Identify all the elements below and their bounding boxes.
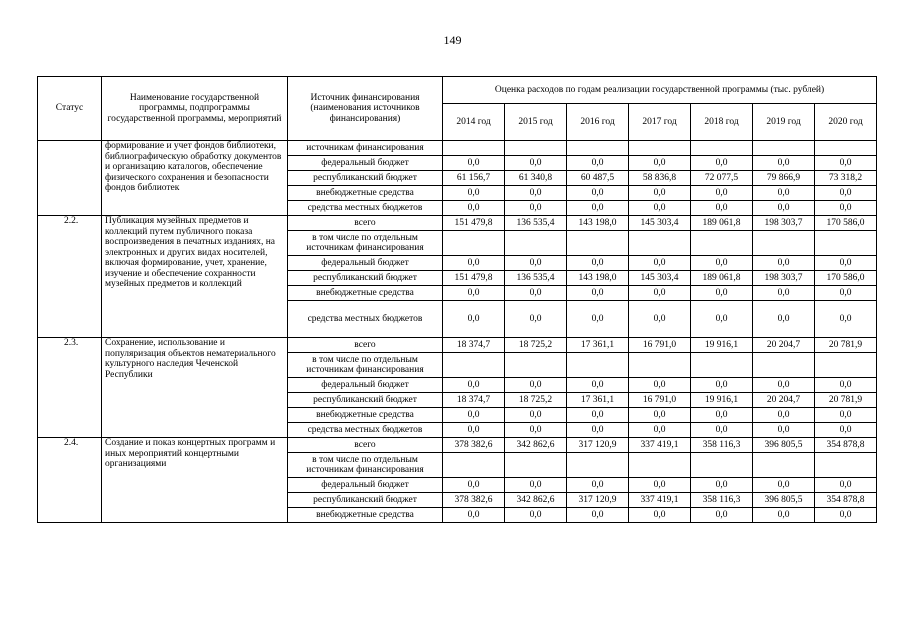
amount-cell: 0,0	[567, 423, 629, 438]
amount-cell: 0,0	[815, 156, 877, 171]
amount-cell: 145 303,4	[629, 271, 691, 286]
amount-cell: 16 791,0	[629, 338, 691, 353]
amount-cell: 151 479,8	[443, 271, 505, 286]
amount-cell: 0,0	[691, 286, 753, 301]
funding-source-cell: федеральный бюджет	[288, 478, 443, 493]
amount-cell: 143 198,0	[567, 216, 629, 231]
amount-cell: 189 061,8	[691, 271, 753, 286]
amount-cell	[753, 141, 815, 156]
amount-cell: 19 916,1	[691, 393, 753, 408]
amount-cell: 0,0	[505, 508, 567, 523]
amount-cell: 151 479,8	[443, 216, 505, 231]
amount-cell	[691, 353, 753, 378]
amount-cell: 0,0	[443, 256, 505, 271]
amount-cell: 0,0	[815, 378, 877, 393]
amount-cell: 0,0	[691, 478, 753, 493]
table-row	[38, 216, 877, 231]
amount-cell: 0,0	[567, 301, 629, 338]
amount-cell: 0,0	[629, 286, 691, 301]
funding-source-cell: в том числе по отдельным источникам финансирования	[288, 231, 443, 256]
amount-cell: 0,0	[753, 256, 815, 271]
amount-cell: 317 120,9	[567, 493, 629, 508]
amount-cell: 396 805,5	[753, 493, 815, 508]
amount-cell: 337 419,1	[629, 493, 691, 508]
header-source: Источник финансирования (наименования источников финансирования)	[288, 77, 443, 141]
funding-source-cell: внебюджетные средства	[288, 508, 443, 523]
amount-cell: 60 487,5	[567, 171, 629, 186]
amount-cell: 342 862,6	[505, 493, 567, 508]
funding-source-cell: всего	[288, 438, 443, 453]
amount-cell: 18 725,2	[505, 338, 567, 353]
amount-cell: 0,0	[815, 478, 877, 493]
amount-cell: 0,0	[443, 286, 505, 301]
amount-cell: 0,0	[691, 186, 753, 201]
amount-cell: 0,0	[443, 423, 505, 438]
amount-cell: 170 586,0	[815, 271, 877, 286]
amount-cell	[629, 231, 691, 256]
funding-source-cell: федеральный бюджет	[288, 256, 443, 271]
amount-cell: 143 198,0	[567, 271, 629, 286]
amount-cell: 378 382,6	[443, 438, 505, 453]
amount-cell: 189 061,8	[691, 216, 753, 231]
amount-cell	[505, 353, 567, 378]
amount-cell: 198 303,7	[753, 216, 815, 231]
amount-cell: 0,0	[691, 301, 753, 338]
amount-cell: 0,0	[629, 186, 691, 201]
amount-cell: 0,0	[567, 286, 629, 301]
amount-cell: 0,0	[443, 186, 505, 201]
amount-cell: 0,0	[629, 201, 691, 216]
amount-cell: 20 781,9	[815, 338, 877, 353]
amount-cell: 0,0	[505, 156, 567, 171]
amount-cell: 0,0	[753, 508, 815, 523]
amount-cell: 19 916,1	[691, 338, 753, 353]
amount-cell: 337 419,1	[629, 438, 691, 453]
funding-source-cell: средства местных бюджетов	[288, 423, 443, 438]
amount-cell: 170 586,0	[815, 216, 877, 231]
amount-cell: 0,0	[567, 478, 629, 493]
header-year: 2017 год	[629, 104, 691, 141]
amount-cell: 0,0	[629, 156, 691, 171]
amount-cell	[443, 353, 505, 378]
funding-source-cell: всего	[288, 338, 443, 353]
amount-cell	[815, 231, 877, 256]
amount-cell: 0,0	[753, 286, 815, 301]
table-row	[38, 141, 877, 156]
header-year: 2014 год	[443, 104, 505, 141]
amount-cell: 342 862,6	[505, 438, 567, 453]
amount-cell: 354 878,8	[815, 493, 877, 508]
amount-cell	[691, 141, 753, 156]
amount-cell: 0,0	[505, 423, 567, 438]
amount-cell: 0,0	[815, 286, 877, 301]
amount-cell: 72 077,5	[691, 171, 753, 186]
table-row	[38, 338, 877, 353]
amount-cell: 0,0	[691, 201, 753, 216]
amount-cell	[815, 353, 877, 378]
amount-cell	[443, 231, 505, 256]
amount-cell: 396 805,5	[753, 438, 815, 453]
amount-cell: 0,0	[567, 256, 629, 271]
amount-cell: 0,0	[505, 378, 567, 393]
amount-cell: 18 725,2	[505, 393, 567, 408]
amount-cell	[567, 231, 629, 256]
amount-cell: 0,0	[505, 286, 567, 301]
status-cell	[38, 141, 102, 216]
amount-cell: 0,0	[815, 186, 877, 201]
amount-cell: 17 361,1	[567, 338, 629, 353]
status-cell: 2.3.	[38, 338, 102, 438]
amount-cell: 0,0	[629, 408, 691, 423]
header-name: Наименование государственной программы, подпрограммы государственной программы, мероприятий	[102, 77, 288, 141]
amount-cell: 0,0	[567, 201, 629, 216]
amount-cell: 0,0	[815, 301, 877, 338]
funding-source-cell: федеральный бюджет	[288, 156, 443, 171]
amount-cell: 0,0	[443, 201, 505, 216]
amount-cell: 16 791,0	[629, 393, 691, 408]
amount-cell: 0,0	[505, 408, 567, 423]
amount-cell	[505, 141, 567, 156]
amount-cell: 198 303,7	[753, 271, 815, 286]
program-name-cell: Сохранение, использование и популяризация объектов нематериального культурного наследия Чеченской Республики	[102, 338, 288, 438]
amount-cell: 0,0	[629, 256, 691, 271]
amount-cell: 0,0	[753, 186, 815, 201]
table-row	[38, 438, 877, 453]
funding-source-cell: источникам финансирования	[288, 141, 443, 156]
header-year: 2018 год	[691, 104, 753, 141]
amount-cell: 20 204,7	[753, 338, 815, 353]
amount-cell: 0,0	[691, 423, 753, 438]
program-name-cell: Создание и показ концертных программ и иных мероприятий концертными организациями	[102, 438, 288, 523]
header-year: 2020 год	[815, 104, 877, 141]
amount-cell: 0,0	[753, 301, 815, 338]
amount-cell: 358 116,3	[691, 438, 753, 453]
amount-cell: 145 303,4	[629, 216, 691, 231]
amount-cell: 0,0	[443, 301, 505, 338]
amount-cell: 0,0	[753, 408, 815, 423]
funding-source-cell: в том числе по отдельным источникам финансирования	[288, 353, 443, 378]
amount-cell: 0,0	[753, 378, 815, 393]
amount-cell	[629, 453, 691, 478]
amount-cell: 0,0	[567, 378, 629, 393]
amount-cell: 0,0	[691, 508, 753, 523]
amount-cell: 17 361,1	[567, 393, 629, 408]
amount-cell: 0,0	[629, 423, 691, 438]
amount-cell	[691, 231, 753, 256]
amount-cell: 317 120,9	[567, 438, 629, 453]
amount-cell: 18 374,7	[443, 338, 505, 353]
amount-cell: 0,0	[753, 478, 815, 493]
amount-cell	[443, 453, 505, 478]
funding-source-cell: внебюджетные средства	[288, 286, 443, 301]
amount-cell: 0,0	[815, 423, 877, 438]
amount-cell	[567, 141, 629, 156]
funding-source-cell: средства местных бюджетов	[288, 201, 443, 216]
amount-cell	[691, 453, 753, 478]
amount-cell: 0,0	[505, 256, 567, 271]
program-name-cell: Публикация музейных предметов и коллекций путем публичного показа воспроизведения в печатных изданиях, на электронных и других видах носителей, включая формирование, учет, хранение, изучение и обеспечение сохранности музейных предметов и коллекций	[102, 216, 288, 338]
header-status: Статус	[38, 77, 102, 141]
program-name-cell: формирование и учет фондов библиотеки, библиографическую обработку документов и организацию каталогов, обеспечение физического сохранения и безопасности фондов библиотек	[102, 141, 288, 216]
header-year: 2019 год	[753, 104, 815, 141]
amount-cell	[629, 141, 691, 156]
amount-cell	[753, 353, 815, 378]
amount-cell: 0,0	[629, 378, 691, 393]
amount-cell: 0,0	[753, 156, 815, 171]
amount-cell: 358 116,3	[691, 493, 753, 508]
page-number: 149	[443, 33, 462, 47]
amount-cell: 0,0	[567, 508, 629, 523]
amount-cell	[443, 141, 505, 156]
amount-cell: 378 382,6	[443, 493, 505, 508]
amount-cell: 0,0	[815, 256, 877, 271]
amount-cell: 0,0	[629, 301, 691, 338]
amount-cell: 0,0	[629, 478, 691, 493]
status-cell: 2.2.	[38, 216, 102, 338]
amount-cell: 0,0	[815, 408, 877, 423]
amount-cell: 0,0	[815, 201, 877, 216]
amount-cell: 0,0	[505, 478, 567, 493]
amount-cell: 20 204,7	[753, 393, 815, 408]
amount-cell: 0,0	[753, 423, 815, 438]
status-cell: 2.4.	[38, 438, 102, 523]
amount-cell: 136 535,4	[505, 271, 567, 286]
funding-source-cell: республиканский бюджет	[288, 171, 443, 186]
funding-source-cell: республиканский бюджет	[288, 393, 443, 408]
amount-cell	[753, 453, 815, 478]
funding-source-cell: республиканский бюджет	[288, 493, 443, 508]
amount-cell: 0,0	[505, 201, 567, 216]
amount-cell: 0,0	[567, 408, 629, 423]
funding-source-cell: федеральный бюджет	[288, 378, 443, 393]
amount-cell: 0,0	[753, 201, 815, 216]
amount-cell: 18 374,7	[443, 393, 505, 408]
amount-cell: 0,0	[567, 156, 629, 171]
amount-cell: 0,0	[691, 156, 753, 171]
funding-source-cell: республиканский бюджет	[288, 271, 443, 286]
amount-cell: 0,0	[567, 186, 629, 201]
amount-cell	[505, 231, 567, 256]
budget-table	[37, 76, 877, 523]
amount-cell: 0,0	[443, 508, 505, 523]
amount-cell: 0,0	[815, 508, 877, 523]
amount-cell	[629, 353, 691, 378]
funding-source-cell: средства местных бюджетов	[288, 301, 443, 338]
funding-source-cell: внебюджетные средства	[288, 186, 443, 201]
amount-cell: 0,0	[691, 256, 753, 271]
amount-cell: 0,0	[443, 378, 505, 393]
amount-cell	[815, 141, 877, 156]
amount-cell: 0,0	[629, 508, 691, 523]
amount-cell: 73 318,2	[815, 171, 877, 186]
funding-source-cell: в том числе по отдельным источникам финансирования	[288, 453, 443, 478]
amount-cell: 79 866,9	[753, 171, 815, 186]
amount-cell: 0,0	[505, 186, 567, 201]
amount-cell	[505, 453, 567, 478]
funding-source-cell: всего	[288, 216, 443, 231]
header-year: 2015 год	[505, 104, 567, 141]
amount-cell: 0,0	[505, 301, 567, 338]
amount-cell: 61 156,7	[443, 171, 505, 186]
amount-cell	[567, 453, 629, 478]
amount-cell: 0,0	[443, 478, 505, 493]
header-year: 2016 год	[567, 104, 629, 141]
header-estimate: Оценка расходов по годам реализации государственной программы (тыс. рублей)	[443, 77, 877, 104]
amount-cell: 58 836,8	[629, 171, 691, 186]
amount-cell	[815, 453, 877, 478]
amount-cell: 61 340,8	[505, 171, 567, 186]
amount-cell: 354 878,8	[815, 438, 877, 453]
amount-cell: 0,0	[691, 408, 753, 423]
amount-cell: 0,0	[443, 408, 505, 423]
funding-source-cell: внебюджетные средства	[288, 408, 443, 423]
amount-cell: 136 535,4	[505, 216, 567, 231]
amount-cell	[753, 231, 815, 256]
amount-cell: 0,0	[443, 156, 505, 171]
amount-cell: 20 781,9	[815, 393, 877, 408]
amount-cell	[567, 353, 629, 378]
amount-cell: 0,0	[691, 378, 753, 393]
